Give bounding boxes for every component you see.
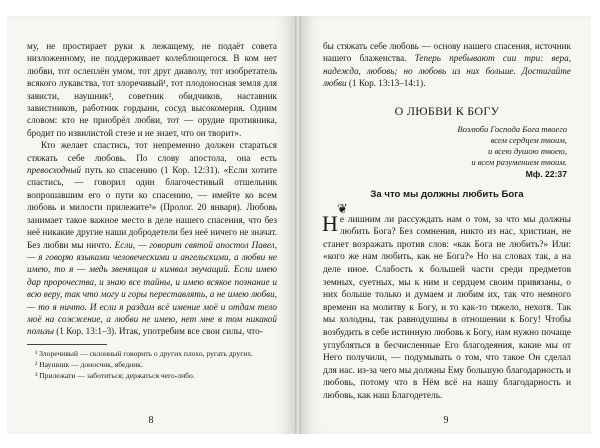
text-run: путь ко спасению (1 Кор. 12:31). «Если хотите спастись, — говорил один благочестивый отшельник вопрошавшим его о пути ко спасению, — имейте ко всем любовь и милости прилежите³» (Пролог. 20 января). Любовь занимает такое важное место в деле нашего спасения, что без неё никакие другие наши добродетели без неё ничего не значат. Без любви мы ничто. [27, 165, 277, 250]
text-run: (1 Кор. 13:13–14:1). [346, 78, 426, 89]
footnote-separator [27, 344, 107, 345]
epigraph-line: Возлюби Господа Бога твоего [457, 123, 567, 134]
ornament-icon: ❦ [337, 200, 348, 216]
right-page-intro [323, 40, 571, 90]
section-body-text: е лишним ли рассуждать нам о том, за что мы должны любить Бога? Без сомнения, никто из нас, христиан, не станет возражать против слов: «как Бога не любить?» Или: «кого же нам любить, как не Бога?» Но на словах так, а на деле иное. Слабость к большей части среди предметов земных, суетных, мы к ним и сердцем своим привязаны, о них больше только и думаем и любим их, так что немного времени на молитву к Богу, и то как-то тяжело, нехотя. Так мы холодны, так равнодушны в отношении к Богу! Чтобы возбудить в себе истинную любовь к Богу, нам нужно почаще углубляться в бесчисленные Его благодеяния, какие мы от Него получили, — подумывать о том, что такое Он сделал для нас. из-за чего мы должны Ему большую благодарность и любовь, потому что в Нём всё на нашу благодарность и любовь, как наш Благодетель. [323, 214, 571, 401]
page-number-left: 8 [148, 415, 154, 426]
text-run: бы стяжать себе любовь — основу нашего спасения, источник нашего блаженства. [323, 41, 571, 64]
paragraph [27, 40, 277, 139]
text-run: му, не простирает руки к лежащему, не подаёт совета низложенному, не поддерживает колеблющегося. В ком нет любви, тот ослеплён умом, тот друг диаволу, тот изобретатель всякого лукавства, тот злоречивый¹, тот плодоносная земля для зависти, наушник², советник обидчиков, наставник завистников, работник гордыни, сосуд высокомерия. Одним словом: кто не приобрёл любви, тот — орудие противника, бродит по извилистой стезе и не знает, что он творит». [27, 41, 277, 138]
section-body [322, 210, 571, 403]
footnote-2: ² Наушник — доносчик, ябедник. [35, 359, 143, 369]
epigraph-line: и всем разумением твоим. [471, 156, 567, 167]
left-page-text [27, 40, 277, 338]
italic-quote: Если, — говорит святой апостол Павел, — я говорю языками человеческими и ангельскими, а любви не имею, то я — медь звенящая и кимвал звучащий. Если имею дар пророчества, и знаю все тайны, и имею всякое познание и всю веру, так что могу и горы переставлять, а не имею любви, — то я ничто. И если я раздам всё имение моё и отдам тело моё на сожжение, а любви не имею, нет мне в том никакой пользы [27, 239, 277, 337]
text-run: (1 Кор. 13:1–3). Итак, употребим все свои силы, что- [53, 326, 263, 337]
epigraph-line: и всею душою твоею, [488, 145, 567, 156]
epigraph-line: всем сердцем твоим, [490, 134, 567, 145]
footnote-3: ³ Прилежати — заботиться; держаться чего-либо. [35, 370, 195, 380]
italic-quote: Теперь пребывают сии три: вера, надежда, любовь; но любовь из них больше. Достигайте любви [323, 53, 571, 89]
paragraph [27, 139, 277, 338]
italic-quote: превосходный [27, 165, 82, 176]
right-page [301, 16, 591, 434]
text-run: Кто желает спастись, тот непременно должен стараться стяжать себе любовь. По слову апостола, она есть [27, 140, 277, 163]
drop-cap: Н [322, 210, 338, 236]
footnote-1: ¹ Злоречивый — склонный говорить о других плохо, ругать других. [35, 348, 254, 358]
epigraph [323, 124, 571, 168]
page-number-right: 9 [443, 415, 449, 426]
left-page [7, 16, 295, 434]
epigraph-reference: Мф. 22:37 [525, 168, 567, 179]
chapter-heading: О ЛЮБВИ К БОГУ [394, 103, 500, 118]
section-subheading: За что мы должны любить Бога [370, 188, 524, 200]
